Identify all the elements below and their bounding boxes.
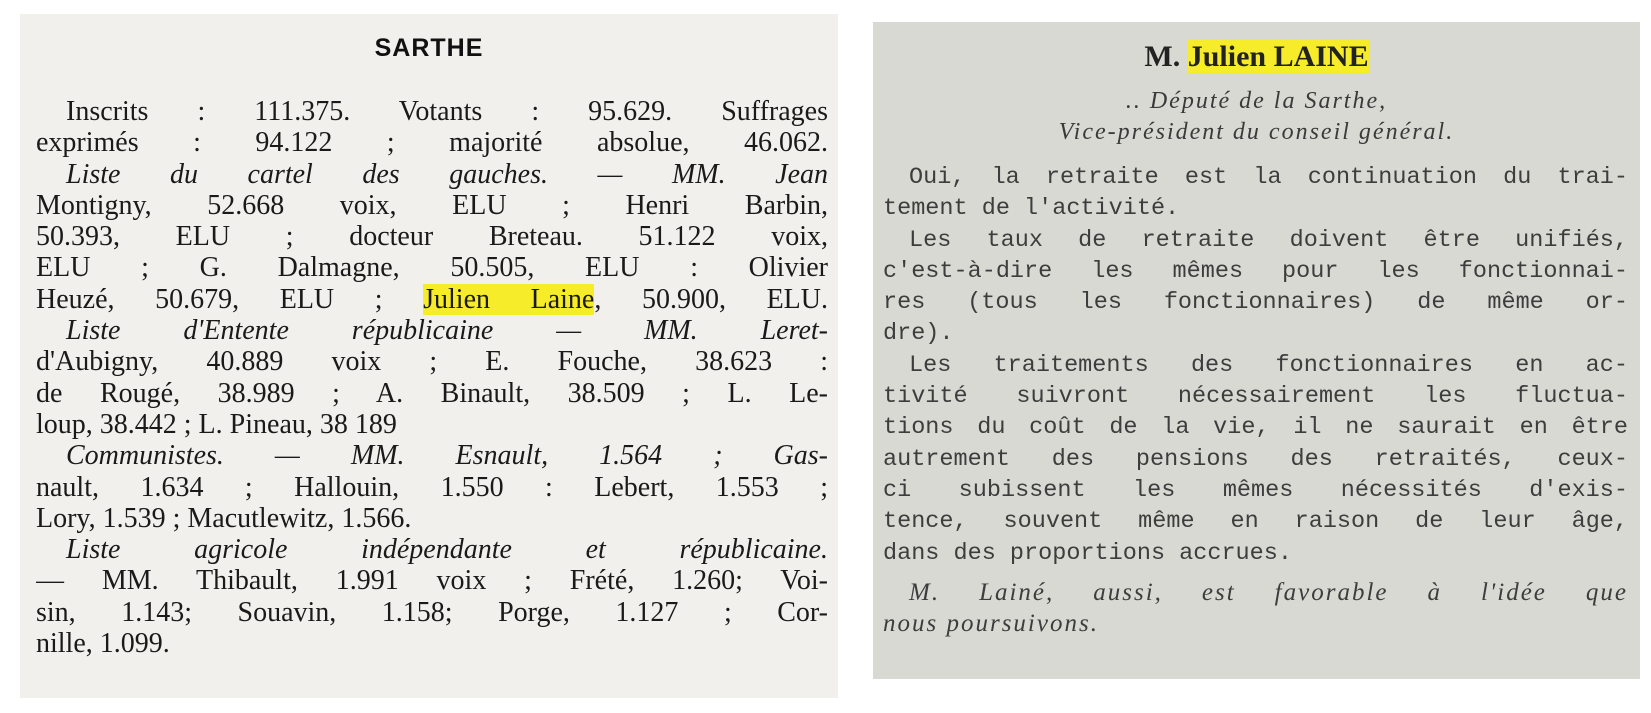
text-line: tivité suivront nécessairement les fluctua- [883,383,1628,411]
text-line: Les taux de retraite doivent être unifiés, [909,226,1628,254]
text-line: tions du coût de la vie, il ne saurait en être [883,414,1628,442]
text-line: ELU ; G. Dalmagne, 50.505, ELU : Olivier [36,252,828,284]
text-line: loup, 38.442 ; L. Pineau, 38 189 [36,408,397,440]
highlighted-name: Julien LAINE [1187,40,1369,73]
text-line: Montigny, 52.668 voix, ELU ; Henri Barbin, [36,189,828,221]
text-line: Les traitements des fonctionnaires en ac- [909,351,1628,379]
text-line: autrement des pensions des retraités, ceux- [883,445,1628,473]
text-line: — MM. Thibault, 1.991 voix ; Frété, 1.260; Voi- [36,565,828,597]
text-line: tence, souvent même en raison de leur âge, [883,508,1628,536]
text-line: 50.393, ELU ; docteur Breteau. 51.122 voix, [36,221,828,253]
title-prefix: M. [1144,40,1181,73]
text-line: Oui, la retraite est la continuation du trai- [909,164,1628,191]
text-line-highlighted [36,284,828,315]
left-newspaper-clipping [20,14,838,698]
text-line: Inscrits : 111.375. Votants : 95.629. Suffrages [66,96,828,127]
text-fragment: , 50.900, ELU. [594,283,828,315]
text-line: Liste agricole indépendante et républicaine. [66,534,828,566]
text-line: exprimés : 94.122 ; majorité absolue, 46.062. [36,127,828,159]
text-line: Liste du cartel des gauches. — MM. Jean [66,158,828,190]
highlighted-name: Julien Laine [423,283,595,315]
text-line: Lory, 1.539 ; Macutlewitz, 1.566. [36,502,412,534]
right-newspaper-clipping [873,22,1640,679]
paragraph-gap [883,569,1628,577]
text-line: nous poursuivons. [883,610,1099,638]
text-fragment: Heuzé, 50.679, ELU ; [36,283,424,315]
text-line: tement de l'activité. [883,195,1180,223]
text-line: ci subissent les mêmes nécessités d'exis- [883,476,1628,504]
text-line: d'Aubigny, 40.889 voix ; E. Fouche, 38.623 : [36,346,828,378]
subtitle: .. Député de la Sarthe, [1125,88,1388,114]
statement-text [883,162,1628,639]
text-line: Communistes. — MM. Esnault, 1.564 ; Gas- [66,440,828,472]
text-line: c'est-à-dire les mêmes pour les fonctionnai- [883,257,1628,285]
text-line: dre). [883,320,954,348]
clipping-heading: SARTHE [374,34,484,62]
text-line: nault, 1.634 ; Hallouin, 1.550 : Lebert, 1.553 ; [36,471,828,503]
subtitle: Vice-président du conseil général. [1058,119,1455,145]
text-line: sin, 1.143; Souavin, 1.158; Porge, 1.127 ; Cor- [36,596,828,628]
clipping-heading [873,40,1640,74]
text-line: Liste d'Entente républicaine — MM. Leret- [66,315,828,347]
text-line: dans des proportions accrues. [883,539,1292,567]
text-line: nille, 1.099. [36,628,170,660]
election-results-text [36,96,828,659]
text-line: res (tous les fonctionnaires) de même or- [883,289,1628,317]
text-line: de Rougé, 38.989 ; A. Binault, 38.509 ; L. Le- [36,377,828,409]
text-line: M. Lainé, aussi, est favorable à l'idée que [909,578,1628,606]
